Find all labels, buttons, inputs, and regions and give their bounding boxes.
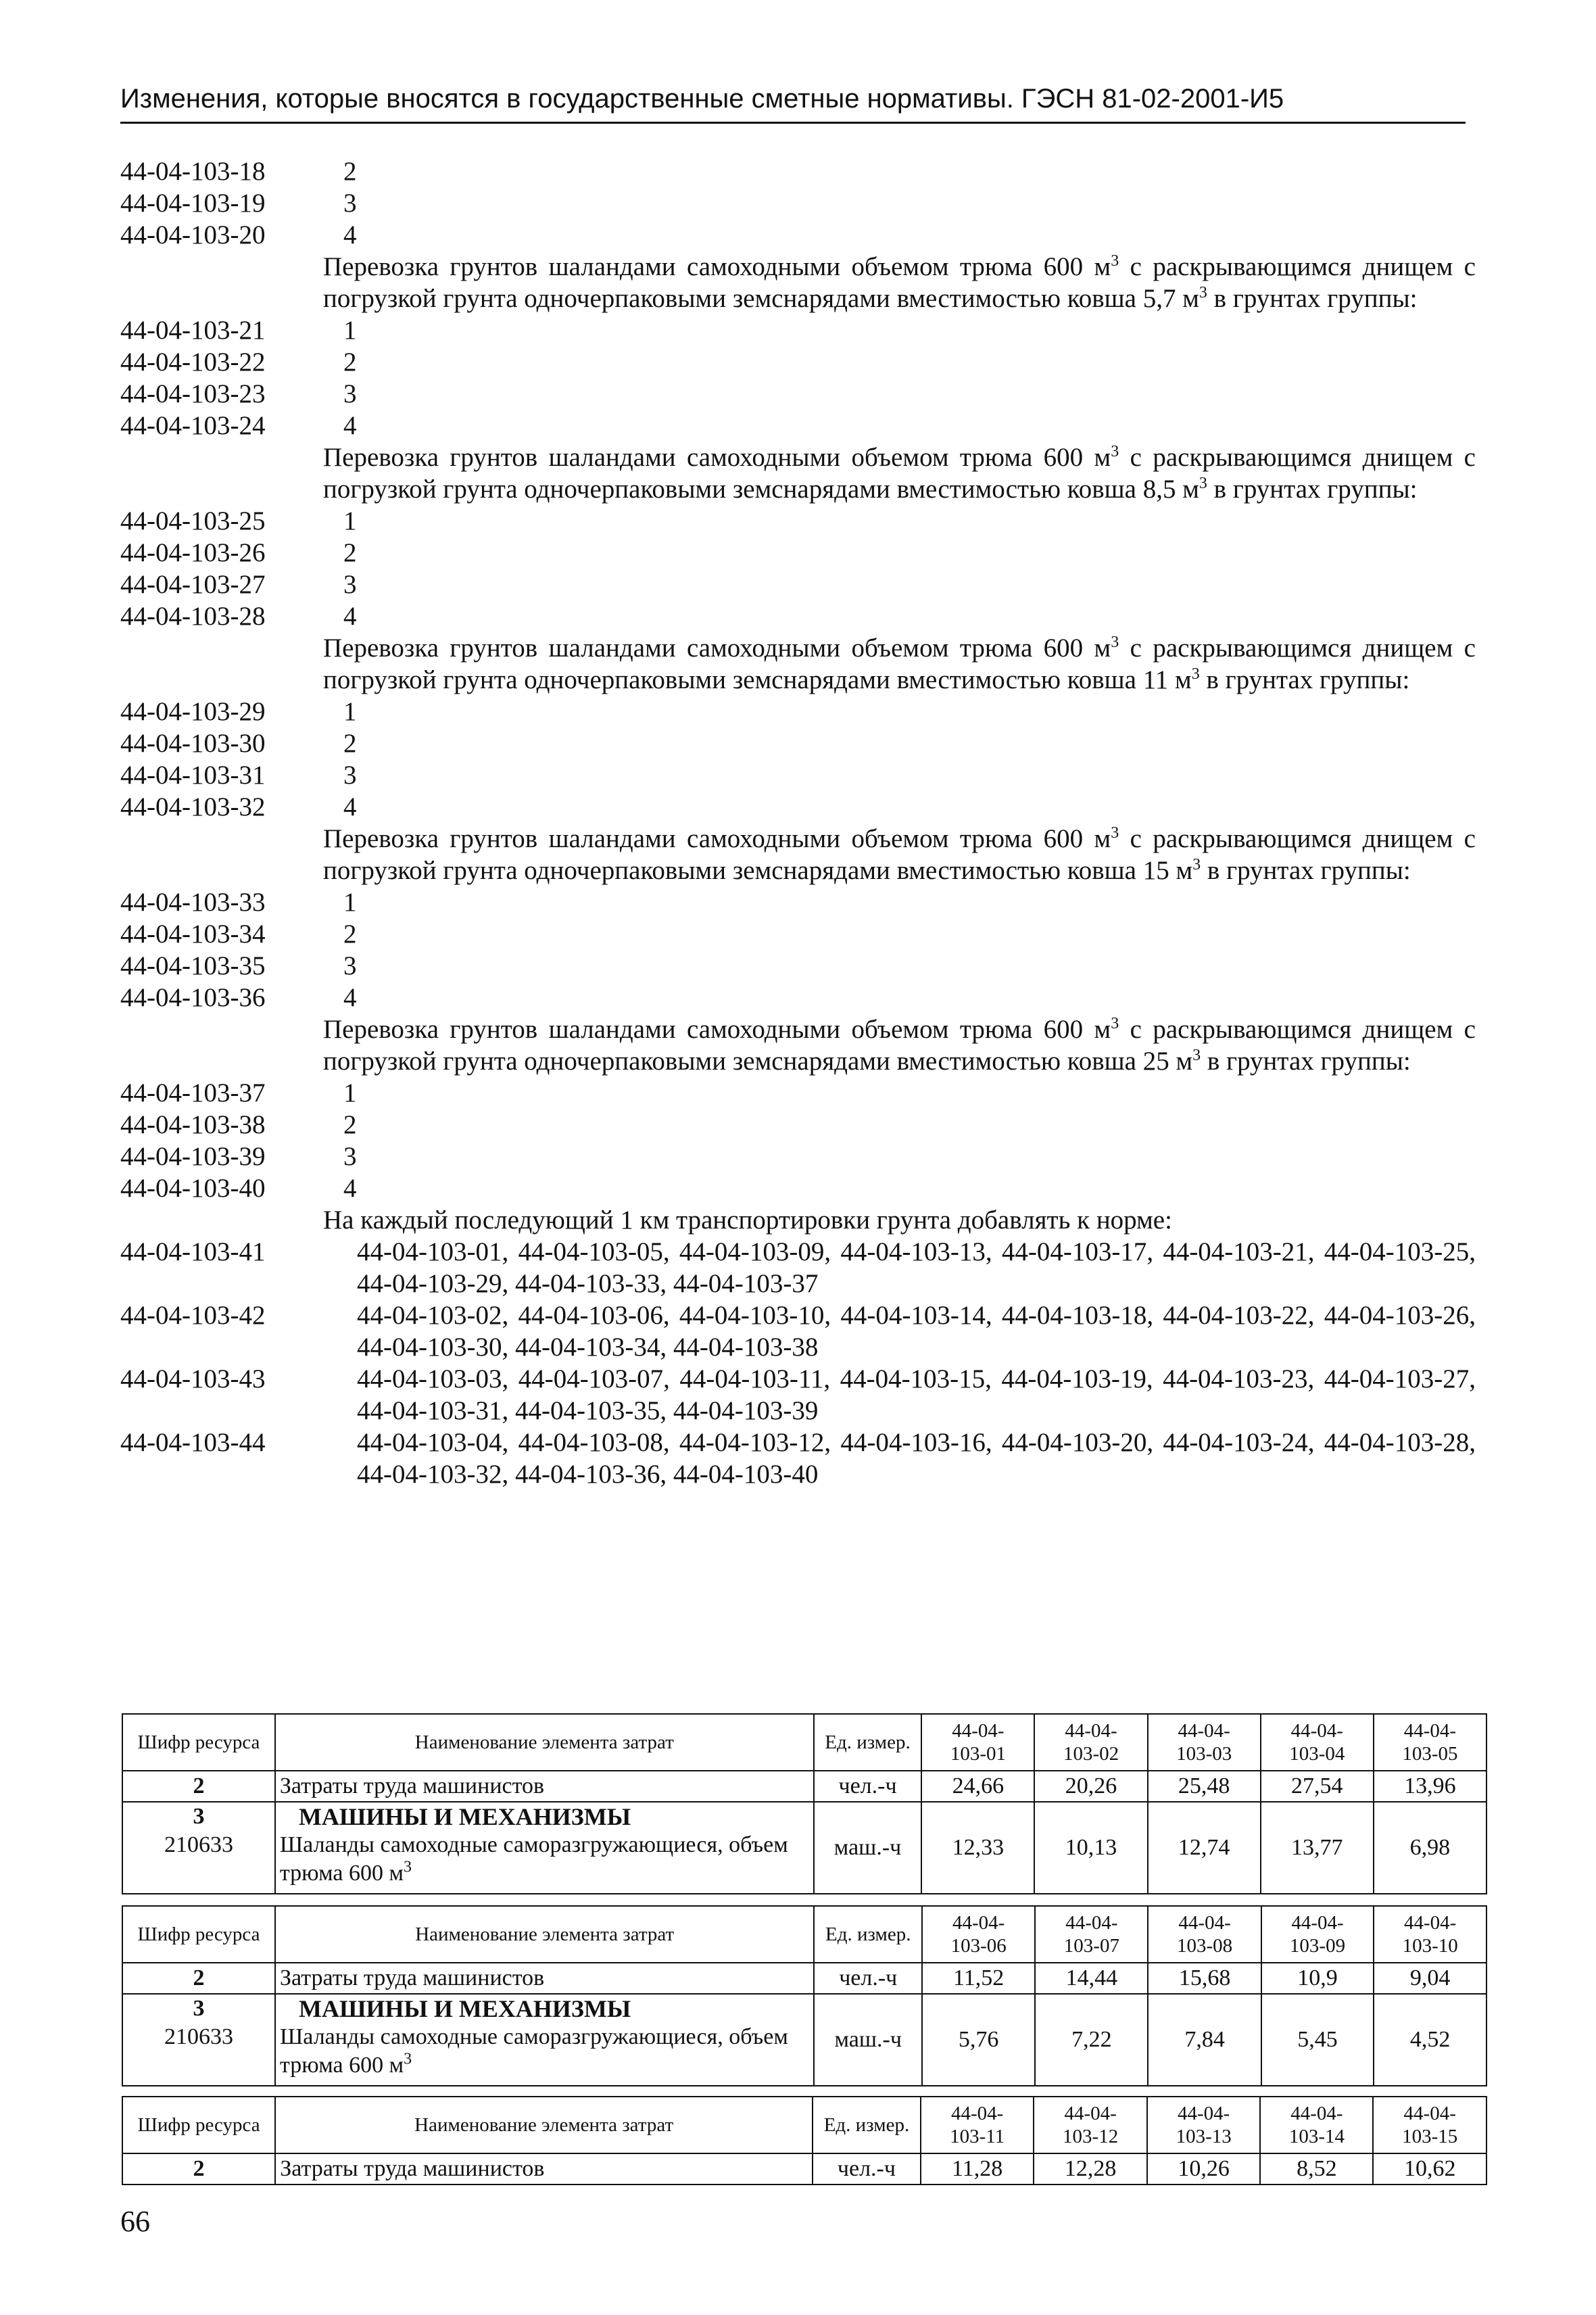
norm-code: 44-04-103-31 xyxy=(120,761,266,790)
norm-code: 44-04-103-19 xyxy=(120,189,266,218)
soil-group: 4 xyxy=(343,411,357,440)
norm-code: 44-04-103-34 xyxy=(120,920,266,949)
header-unit: Ед. измер. xyxy=(813,2097,921,2153)
norm-code: 44-04-103-37 xyxy=(120,1078,266,1107)
cost-value: 8,52 xyxy=(1260,2153,1373,2185)
page-number: 66 xyxy=(120,2205,150,2238)
section-title: МАШИНЫ И МЕХАНИЗМЫ xyxy=(298,1803,631,1830)
cost-value: 10,13 xyxy=(1034,1802,1147,1894)
cost-item-name: МАШИНЫ И МЕХАНИЗМЫ Шаланды самоходные саморазгружающиеся, объем трюма 600 $м^3$ xyxy=(275,1802,814,1894)
soil-group: 4 xyxy=(343,220,357,249)
norm-code: 44-04-103-35 xyxy=(120,951,266,980)
cost-value: 24,66 xyxy=(921,1771,1034,1802)
header-code: Шифр ресурса xyxy=(122,1906,275,1963)
table-row xyxy=(122,1802,1486,1894)
code-group xyxy=(120,696,1486,823)
header-norm-code: 44-04- 103-06 xyxy=(922,1906,1035,1963)
header-norm-code: 44-04- 103-14 xyxy=(1260,2097,1373,2153)
code-row xyxy=(120,1077,1486,1109)
soil-group: 1 xyxy=(343,697,357,726)
cost-value: 15,68 xyxy=(1148,1963,1261,1994)
resource-code: 3 210633 xyxy=(122,1802,275,1894)
resource-code: 2 xyxy=(122,2153,275,2185)
norm-code: 44-04-103-30 xyxy=(120,729,266,758)
cost-value: 10,62 xyxy=(1373,2153,1486,2185)
soil-group: 3 xyxy=(343,1142,357,1171)
cost-item-name: МАШИНЫ И МЕХАНИЗМЫ Шаланды самоходные саморазгружающиеся, объем трюма 600 $м^3$ xyxy=(275,1994,814,2086)
norm-code: 44-04-103-25 xyxy=(120,506,266,535)
code-group xyxy=(120,1077,1486,1204)
table-row xyxy=(122,1963,1486,1994)
resource-code: 3 210633 xyxy=(122,1994,275,2086)
norm-code: 44-04-103-26 xyxy=(120,538,266,567)
code-row xyxy=(120,982,1486,1013)
cost-value: 7,22 xyxy=(1035,1994,1148,2086)
soil-group: 2 xyxy=(343,920,357,949)
header-norm-code: 44-04- 103-11 xyxy=(921,2097,1034,2153)
cost-table xyxy=(122,1713,1487,1894)
norm-list xyxy=(120,156,1486,1490)
header-norm-code: 44-04- 103-02 xyxy=(1034,1714,1147,1771)
per-km-row xyxy=(120,1427,1486,1490)
code-group xyxy=(120,505,1486,632)
cost-value: 4,52 xyxy=(1374,1994,1486,2086)
norm-description: Перевозка грунтов шаландами самоходными объемом трюма 600 $м^3$ с раскрывающимся днищем с погрузкой грунта одночерпаковыми земснарядами вместимостью ковша 25 $м^3$ в грунтах группы: xyxy=(323,1015,1476,1076)
soil-group: 1 xyxy=(343,888,357,917)
cost-value: 20,26 xyxy=(1034,1771,1147,1802)
cost-unit: чел.-ч xyxy=(813,2153,921,2185)
header-name: Наименование элемента затрат xyxy=(275,2097,813,2153)
soil-group: 1 xyxy=(343,506,357,535)
cost-value: 25,48 xyxy=(1148,1771,1261,1802)
cost-unit: маш.-ч xyxy=(814,1802,922,1894)
header-norm-code: 44-04- 103-08 xyxy=(1148,1906,1261,1963)
code-row xyxy=(120,918,1486,950)
header-norm-code: 44-04- 103-15 xyxy=(1373,2097,1486,2153)
norm-code: 44-04-103-32 xyxy=(120,792,266,821)
soil-group: 4 xyxy=(343,983,357,1012)
per-km-row xyxy=(120,1363,1486,1427)
norm-code: 44-04-103-40 xyxy=(120,1174,266,1203)
norm-code: 44-04-103-24 xyxy=(120,411,266,440)
cost-value: 5,45 xyxy=(1261,1994,1374,2086)
cost-value: 12,28 xyxy=(1034,2153,1147,2185)
soil-group: 3 xyxy=(343,951,357,980)
norm-description: Перевозка грунтов шаландами самоходными объемом трюма 600 $м^3$ с раскрывающимся днищем с погрузкой грунта одночерпаковыми земснарядами вместимостью ковша 8,5 $м^3$ в грунтах группы: xyxy=(323,443,1476,504)
table-header-row xyxy=(122,1906,1486,1963)
code-row xyxy=(120,1109,1486,1141)
code-group xyxy=(120,886,1486,1013)
soil-group: 2 xyxy=(343,157,357,186)
code-row xyxy=(120,156,1486,187)
code-group xyxy=(120,156,1486,251)
header-norm-code: 44-04- 103-04 xyxy=(1261,1714,1374,1771)
cost-value: 5,76 xyxy=(922,1994,1035,2086)
cost-value: 7,84 xyxy=(1148,1994,1261,2086)
cost-value: 9,04 xyxy=(1374,1963,1486,1994)
code-row xyxy=(120,1141,1486,1172)
cost-value: 11,52 xyxy=(922,1963,1035,1994)
cost-unit: чел.-ч xyxy=(814,1963,922,1994)
cost-table xyxy=(122,2096,1487,2185)
code-row xyxy=(120,537,1486,569)
cost-value: 13,77 xyxy=(1261,1802,1374,1894)
norm-code: 44-04-103-41 xyxy=(120,1237,266,1266)
header-norm-code: 44-04- 103-13 xyxy=(1147,2097,1261,2153)
code-row xyxy=(120,950,1486,982)
norm-code: 44-04-103-22 xyxy=(120,348,266,377)
code-row xyxy=(120,569,1486,600)
header-unit: Ед. измер. xyxy=(814,1714,922,1771)
cost-value: 10,9 xyxy=(1261,1963,1374,1994)
cost-value: 11,28 xyxy=(921,2153,1034,2185)
per-km-row xyxy=(120,1236,1486,1299)
referenced-norms: 44-04-103-03, 44-04-103-07, 44-04-103-11, 44-04-103-15, 44-04-103-19, 44-04-103-23, 44-04-103-27, 44-04-103-31, 44-04-103-35, 44-04-103-39 xyxy=(357,1364,1476,1425)
per-km-row xyxy=(120,1299,1486,1363)
norm-code: 44-04-103-28 xyxy=(120,602,266,631)
norm-code: 44-04-103-36 xyxy=(120,983,266,1012)
soil-group: 3 xyxy=(343,189,357,218)
section-title: МАШИНЫ И МЕХАНИЗМЫ xyxy=(299,1995,631,2022)
table-row xyxy=(122,1994,1486,2086)
cost-item-name: Затраты труда машинистов xyxy=(275,1771,814,1802)
norm-description: Перевозка грунтов шаландами самоходными объемом трюма 600 $м^3$ с раскрывающимся днищем с погрузкой грунта одночерпаковыми земснарядами вместимостью ковша 5,7 $м^3$ в грунтах группы: xyxy=(323,252,1476,313)
cost-value: 14,44 xyxy=(1035,1963,1148,1994)
soil-group: 4 xyxy=(343,1174,357,1203)
code-row xyxy=(120,727,1486,759)
norm-code: 44-04-103-27 xyxy=(120,570,266,599)
soil-group: 2 xyxy=(343,538,357,567)
table-header-row xyxy=(122,1714,1486,1771)
table-row xyxy=(122,2153,1486,2185)
soil-group: 4 xyxy=(343,602,357,631)
header-norm-code: 44-04- 103-09 xyxy=(1261,1906,1374,1963)
norm-description: Перевозка грунтов шаландами самоходными объемом трюма 600 $м^3$ с раскрывающимся днищем с погрузкой грунта одночерпаковыми земснарядами вместимостью ковша 15 $м^3$ в грунтах группы: xyxy=(323,824,1476,885)
cost-value: 12,33 xyxy=(921,1802,1034,1894)
header-unit: Ед. измер. xyxy=(814,1906,922,1963)
norm-description: Перевозка грунтов шаландами самоходными объемом трюма 600 $м^3$ с раскрывающимся днищем с погрузкой грунта одночерпаковыми земснарядами вместимостью ковша 11 $м^3$ в грунтах группы: xyxy=(323,634,1476,694)
header-norm-code: 44-04- 103-05 xyxy=(1374,1714,1486,1771)
table-row xyxy=(122,1771,1486,1802)
code-row xyxy=(120,759,1486,791)
norm-code: 44-04-103-33 xyxy=(120,888,266,917)
code-row xyxy=(120,886,1486,918)
soil-group: 2 xyxy=(343,729,357,758)
code-row xyxy=(120,696,1486,727)
norm-code: 44-04-103-29 xyxy=(120,697,266,726)
norm-code: 44-04-103-44 xyxy=(120,1428,266,1457)
soil-group: 2 xyxy=(343,1110,357,1139)
cost-value: 12,74 xyxy=(1148,1802,1261,1894)
code-group xyxy=(120,314,1486,441)
norm-code: 44-04-103-21 xyxy=(120,316,266,345)
soil-group: 1 xyxy=(343,1078,357,1107)
soil-group: 4 xyxy=(343,792,357,821)
code-row xyxy=(120,346,1486,378)
header-norm-code: 44-04- 103-10 xyxy=(1374,1906,1486,1963)
code-row xyxy=(120,505,1486,537)
soil-group: 1 xyxy=(343,316,357,345)
header-name: Наименование элемента затрат xyxy=(275,1906,814,1963)
code-row xyxy=(120,378,1486,410)
resource-code: 2 xyxy=(122,1963,275,1994)
norm-code: 44-04-103-42 xyxy=(120,1301,266,1330)
soil-group: 2 xyxy=(343,348,357,377)
page-header: Изменения, которые вносятся в государственные сметные нормативы. ГЭСН 81-02-2001-И5 xyxy=(120,85,1466,124)
cost-value: 13,96 xyxy=(1374,1771,1486,1802)
per-km-note: На каждый последующий 1 км транспортировки грунта добавлять к норме: xyxy=(323,1206,1172,1235)
soil-group: 3 xyxy=(343,379,357,408)
cost-value: 27,54 xyxy=(1261,1771,1374,1802)
header-code: Шифр ресурса xyxy=(122,2097,275,2153)
code-row xyxy=(120,187,1486,219)
code-row xyxy=(120,410,1486,441)
cost-item-name: Затраты труда машинистов xyxy=(275,2153,813,2185)
table-header-row xyxy=(122,2097,1486,2153)
norm-code: 44-04-103-39 xyxy=(120,1142,266,1171)
code-row xyxy=(120,219,1486,251)
referenced-norms: 44-04-103-02, 44-04-103-06, 44-04-103-10, 44-04-103-14, 44-04-103-18, 44-04-103-22, 44-04-103-26, 44-04-103-30, 44-04-103-34, 44-04-103-38 xyxy=(357,1301,1476,1362)
header-norm-code: 44-04- 103-12 xyxy=(1034,2097,1147,2153)
code-row xyxy=(120,1172,1486,1204)
cost-unit: маш.-ч xyxy=(814,1994,922,2086)
header-name: Наименование элемента затрат xyxy=(275,1714,814,1771)
soil-group: 3 xyxy=(343,570,357,599)
referenced-norms: 44-04-103-01, 44-04-103-05, 44-04-103-09, 44-04-103-13, 44-04-103-17, 44-04-103-21, 44-04-103-25, 44-04-103-29, 44-04-103-33, 44-04-103-37 xyxy=(357,1237,1476,1298)
norm-code: 44-04-103-23 xyxy=(120,379,266,408)
code-row xyxy=(120,600,1486,632)
resource-code: 2 xyxy=(122,1771,275,1802)
norm-code: 44-04-103-43 xyxy=(120,1364,266,1393)
norm-code: 44-04-103-20 xyxy=(120,220,266,249)
header-code: Шифр ресурса xyxy=(122,1714,275,1771)
code-row xyxy=(120,314,1486,346)
referenced-norms: 44-04-103-04, 44-04-103-08, 44-04-103-12, 44-04-103-16, 44-04-103-20, 44-04-103-24, 44-04-103-28, 44-04-103-32, 44-04-103-36, 44-04-103-40 xyxy=(357,1428,1476,1489)
cost-item-name: Затраты труда машинистов xyxy=(275,1963,814,1994)
norm-code: 44-04-103-38 xyxy=(120,1110,266,1139)
header-norm-code: 44-04- 103-03 xyxy=(1148,1714,1261,1771)
soil-group: 3 xyxy=(343,761,357,790)
cost-value: 10,26 xyxy=(1147,2153,1261,2185)
header-norm-code: 44-04- 103-07 xyxy=(1035,1906,1148,1963)
norm-code: 44-04-103-18 xyxy=(120,157,266,186)
code-row xyxy=(120,791,1486,823)
header-norm-code: 44-04- 103-01 xyxy=(921,1714,1034,1771)
cost-value: 6,98 xyxy=(1374,1802,1486,1894)
cost-table xyxy=(122,1905,1487,2086)
cost-unit: чел.-ч xyxy=(814,1771,922,1802)
